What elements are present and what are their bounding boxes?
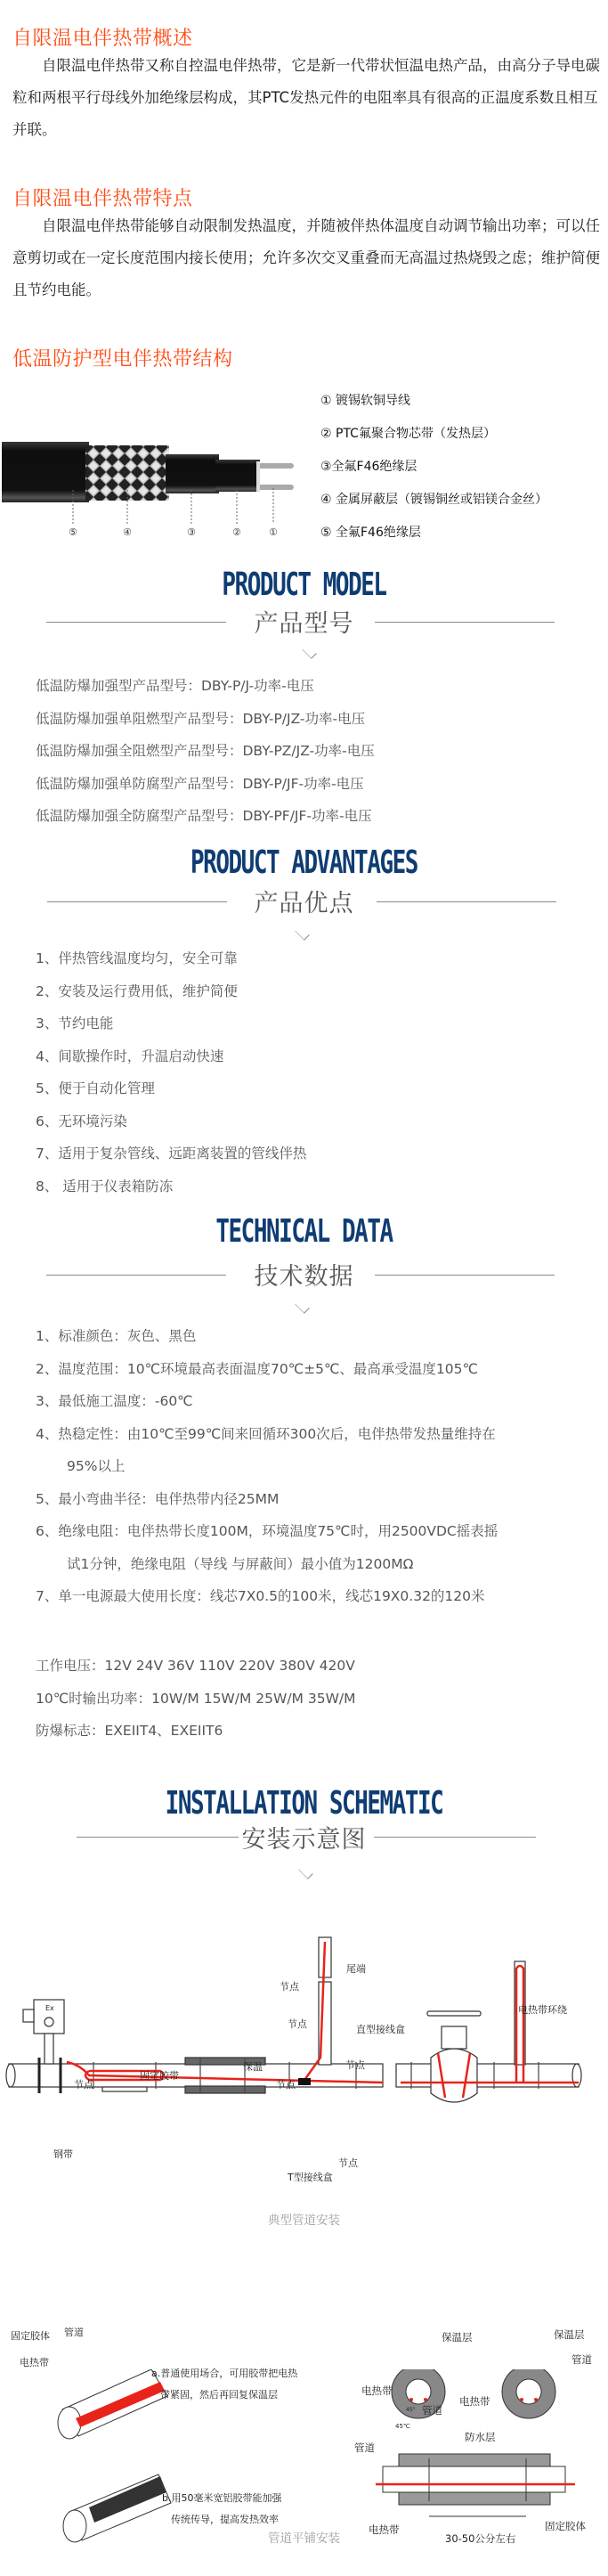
label-insul-layer-1: 保温层 bbox=[442, 2331, 473, 2344]
label-insul-layer-2: 保温层 bbox=[554, 2328, 585, 2341]
list-item: 试1分钟，绝缘电阻（导线 与屏蔽间）最小值为1200MΩ bbox=[67, 1555, 414, 1572]
list-item: 8、 适用于仪表箱防冻 bbox=[36, 1178, 174, 1194]
label-wrap: 电热带环绕 bbox=[518, 2004, 567, 2016]
label-heat-tape-right: 电热带 bbox=[459, 2395, 490, 2408]
list-item: 5、最小弯曲半径：电伴热带内径25MM bbox=[36, 1490, 280, 1507]
label-pipe-bottom: 管道 bbox=[354, 2441, 375, 2454]
caption-flat-installation: 管道平铺安装 bbox=[268, 2531, 340, 2546]
label-node-top: 节点 bbox=[280, 1981, 299, 1993]
chevron-down-icon bbox=[295, 925, 309, 940]
callout-5: ⑤ bbox=[69, 526, 77, 538]
explosion-mark: 防爆标志：EXEIIT4、EXEIIT6 bbox=[36, 1723, 223, 1739]
cable-cross-section-image bbox=[0, 435, 312, 542]
features-paragraph: 自限温电伴热带能够自动限制发热温度，并随被伴热体温度自动调节输出功率；可以任意剪切或在一定长度范围内接长使用；允许多次交叉重叠而无高温过热烧毁之虑；维护简便且节约电能。 bbox=[12, 217, 600, 298]
note-b-line1: b.用50毫米宽铝胶带能加强 bbox=[162, 2492, 282, 2504]
chevron-down-icon bbox=[302, 644, 316, 658]
technical-list bbox=[36, 1320, 498, 1613]
label-waterproof: 防水层 bbox=[465, 2431, 496, 2443]
note-a-line1: a.普通使用场合，可用胶带把电热 bbox=[151, 2368, 298, 2379]
label-node-center: 节点 bbox=[276, 2079, 296, 2091]
legend-item: ④ 金属屏蔽层（镀锡铜丝或铝镁合金丝） bbox=[320, 493, 547, 507]
label-insulation: 保温 bbox=[243, 2061, 263, 2073]
list-item: 6、绝缘电阻：电伴热带长度100M，环境温度75℃时，用2500VDC摇表摇 bbox=[36, 1523, 499, 1539]
list-item: 4、热稳定性：由10℃至99℃间来回循环300次后，电伴热带发热量维持在 bbox=[36, 1425, 496, 1442]
label-pipe-center: 管道 bbox=[422, 2404, 442, 2417]
chevron-down-icon bbox=[298, 1864, 312, 1879]
product-model-list bbox=[36, 670, 375, 833]
advantages-cn-heading: 产品优点 bbox=[254, 890, 354, 917]
features-title: 自限温电伴热带特点 bbox=[12, 188, 193, 210]
label-tail: 尾端 bbox=[346, 1963, 366, 1975]
product-model-cn-heading: 产品型号 bbox=[254, 610, 354, 638]
label-angle-45: 45° bbox=[406, 2407, 416, 2413]
installation-en-heading: INSTALLATION SCHEMATIC bbox=[165, 1785, 443, 1822]
label-straight-box: 直型接线盒 bbox=[356, 2024, 405, 2035]
label-heat-tape-bottom: 电热带 bbox=[369, 2523, 400, 2536]
technical-en-heading: TECHNICAL DATA bbox=[215, 1213, 393, 1250]
output-power: 10℃时输出功率：10W/M 15W/M 25W/M 35W/M bbox=[36, 1690, 356, 1707]
product-model-en-heading: PRODUCT MODEL bbox=[222, 567, 386, 603]
callout-1: ① bbox=[269, 526, 278, 538]
list-item: 2、安装及运行费用低，维护简便 bbox=[36, 982, 238, 999]
label-pipe: 管道 bbox=[64, 2327, 84, 2338]
legend-item: ③全氟F46绝缘层 bbox=[320, 460, 417, 474]
label-fix-glue: 固定胶体 bbox=[11, 2330, 50, 2342]
legend-item: ① 镀锡软铜导线 bbox=[320, 394, 411, 408]
list-item: 95%以上 bbox=[67, 1458, 126, 1474]
caption-typical-installation: 典型管道安装 bbox=[268, 2213, 340, 2228]
advantages-list bbox=[36, 942, 306, 1202]
typical-pipe-installation-diagram bbox=[0, 1924, 608, 2182]
list-item: 7、单一电源最大使用长度：线芯7X0.5的100米，线芯19X0.32的120米 bbox=[36, 1588, 485, 1604]
note-b-line2: 传统传导，提高发热效率 bbox=[171, 2514, 279, 2525]
ex-box-label: Ex bbox=[45, 2004, 54, 2012]
callout-4: ④ bbox=[123, 526, 132, 538]
note-a-line2: 带紧固，然后再回复保温层 bbox=[160, 2389, 278, 2401]
legend-item: ⑤ 全氟F46绝缘层 bbox=[320, 526, 421, 540]
list-item: 2、温度范围：10℃环境最高表面温度70℃±5℃、最高承受温度105℃ bbox=[36, 1360, 478, 1377]
list-item: 7、适用于复杂管线、远距离装置的管线伴热 bbox=[36, 1145, 307, 1162]
list-item: 低温防爆加强型产品型号：DBY-P/J-功率-电压 bbox=[36, 678, 314, 694]
label-node-mid: 节点 bbox=[288, 2018, 307, 2030]
label-fix-tape: 固定胶带 bbox=[140, 2070, 179, 2082]
label-t-box: T型接线盒 bbox=[288, 2172, 333, 2183]
list-item: 3、最低施工温度：-60℃ bbox=[36, 1393, 193, 1409]
list-item: 低温防爆加强全阻燃型产品型号：DBY-PZ/JZ-功率-电压 bbox=[36, 743, 375, 759]
list-item: 低温防爆加强全防腐型产品型号：DBY-PF/JF-功率-电压 bbox=[36, 808, 372, 824]
label-spacing: 30-50公分左右 bbox=[445, 2532, 516, 2545]
chevron-down-icon bbox=[295, 1299, 309, 1313]
cable-legend bbox=[320, 385, 547, 550]
label-heat-tape-left: 电热带 bbox=[361, 2384, 393, 2397]
installation-cn-heading: 安装示意图 bbox=[241, 1826, 367, 1854]
list-item: 5、便于自动化管理 bbox=[36, 1080, 155, 1096]
label-node-bottom: 节点 bbox=[338, 2157, 358, 2169]
list-item: 3、节约电能 bbox=[36, 1015, 114, 1031]
technical-cn-heading: 技术数据 bbox=[254, 1263, 354, 1291]
list-item: 低温防爆加强单阻燃型产品型号：DBY-P/JZ-功率-电压 bbox=[36, 710, 366, 727]
label-node-left: 节点 bbox=[74, 2079, 93, 2091]
label-heat-tape: 电热带 bbox=[20, 2357, 49, 2368]
label-steel-band: 钢带 bbox=[53, 2148, 73, 2160]
list-item: 1、标准颜色：灰色、黑色 bbox=[36, 1328, 197, 1344]
list-item: 6、无环境污染 bbox=[36, 1113, 127, 1129]
callout-2: ② bbox=[232, 526, 241, 538]
overview-paragraph: 自限温电伴热带又称自控温电伴热带，它是新一代带状恒温电热产品，由高分子导电碳粒和两根平行母线外加绝缘层构成，其PTC发热元件的电阻率具有很高的正温度系数且相互并联。 bbox=[12, 57, 600, 138]
label-pipe-right: 管道 bbox=[572, 2353, 592, 2366]
flat-laying-installation-diagram bbox=[0, 2327, 608, 2547]
list-item: 1、伴热管线温度均匀，安全可靠 bbox=[36, 950, 238, 966]
advantages-en-heading: PRODUCT ADVANTAGES bbox=[191, 844, 417, 881]
callout-3: ③ bbox=[187, 526, 196, 538]
overview-title: 自限温电伴热带概述 bbox=[12, 28, 193, 50]
structure-title: 低温防护型电伴热带结构 bbox=[12, 348, 233, 371]
technical-specs bbox=[36, 1650, 356, 1748]
label-fix-glue-bottom: 固定胶体 bbox=[545, 2520, 586, 2532]
label-node-right: 节点 bbox=[345, 2059, 365, 2071]
label-angle-45c: 45℃ bbox=[395, 2423, 410, 2430]
list-item: 4、间歇操作时，升温启动快速 bbox=[36, 1048, 224, 1064]
legend-item: ② PTC氟聚合物芯带（发热层） bbox=[320, 427, 496, 441]
working-voltage: 工作电压：12V 24V 36V 110V 220V 380V 420V bbox=[36, 1658, 355, 1674]
list-item: 低温防爆加强单防腐型产品型号：DBY-P/JF-功率-电压 bbox=[36, 775, 364, 792]
